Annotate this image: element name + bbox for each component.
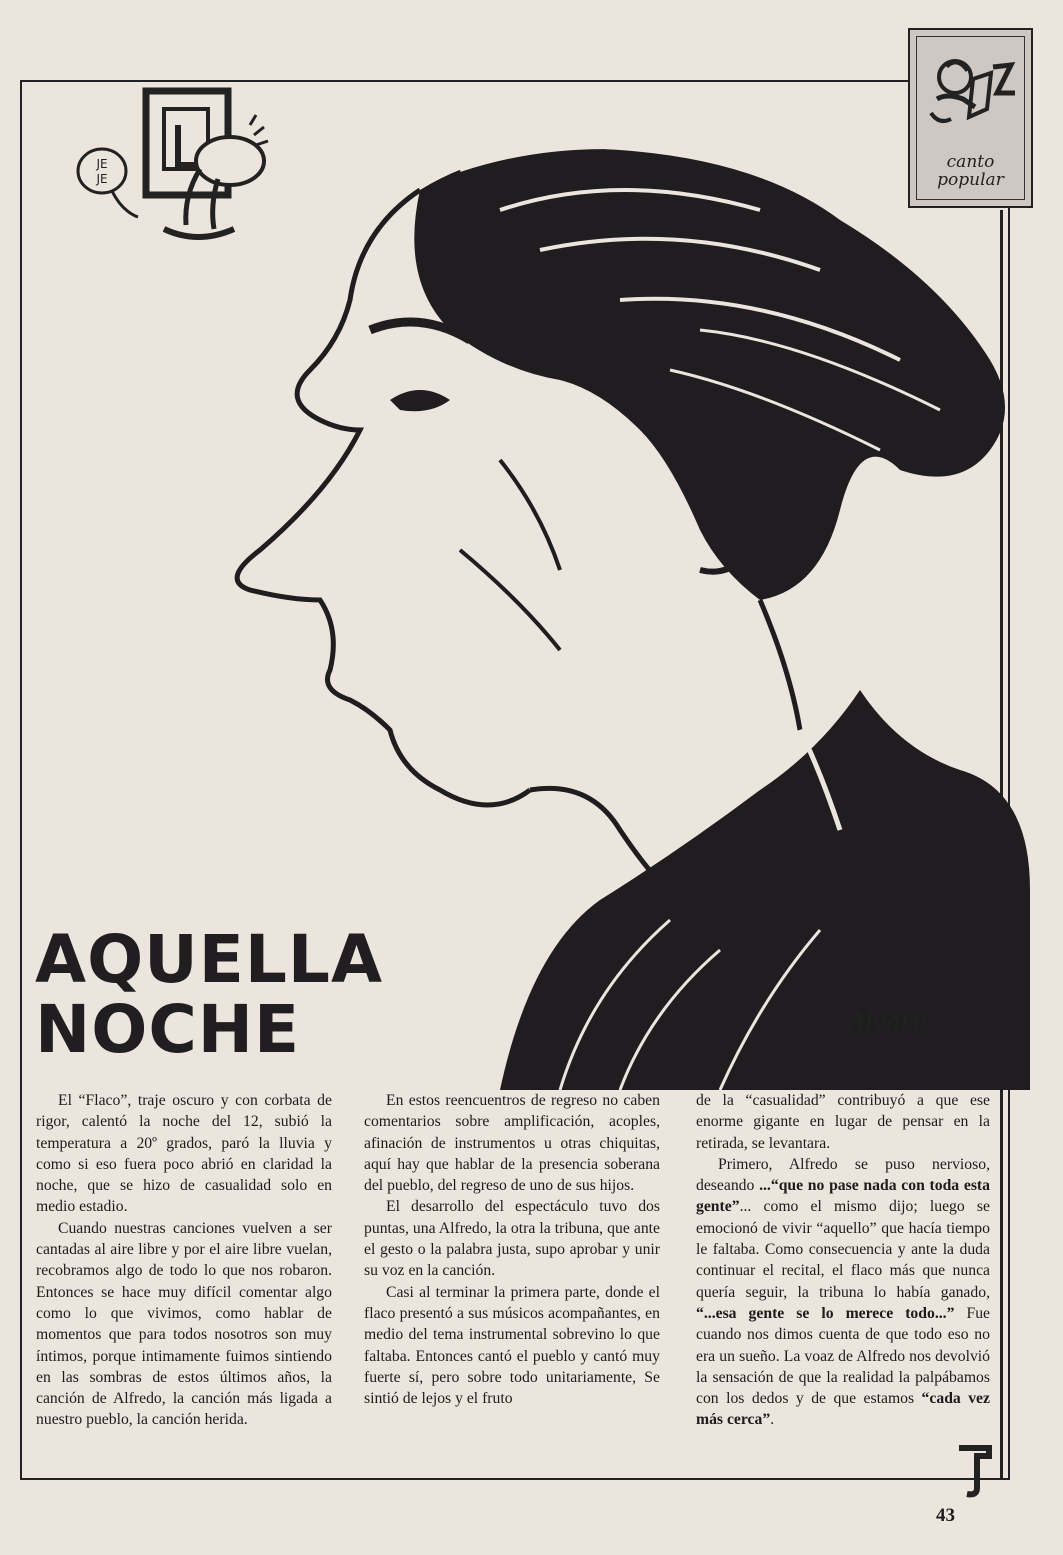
page-number: 43: [936, 1505, 955, 1526]
logo-caption-line1: canto: [946, 152, 995, 172]
text-run: Fue cuando nos dimos cuenta de que todo eso no era un sueño. La voaz de Alfredo nos devolvió la sensación de que la realidad la palpábamos con los dedos y de que estamos: [696, 1304, 991, 1408]
headline: [35, 921, 455, 1068]
article-column-1: [36, 1090, 332, 1431]
text-run: Primero, Alfredo se puso nervioso, deseando: [696, 1155, 990, 1195]
logo-caption-line2: popular: [937, 170, 1004, 190]
paragraph: de la “casualidad” contribuyó a que ese enorme gigante en lugar de pensar en la retirada, se levantara.: [696, 1092, 990, 1152]
article-column-3: [696, 1090, 990, 1431]
paragraph: El “Flaco”, traje oscuro y con corbata de rigor, calentó la noche del 12, subió la temperatura a 20º grados, paró la lluvia y como si eso fuera poco abrió en claridad la noche, que se hizo de casualidad solo en medio estadio.: [36, 1092, 332, 1216]
quote-bold: ...“que no pase nada con toda esta gente”: [696, 1177, 990, 1216]
balloon-text-1: JE: [96, 157, 108, 171]
quote-bold: “...esa gente se lo merece todo...”: [696, 1304, 955, 1322]
paragraph: [696, 1154, 990, 1431]
balloon-text-2: JE: [96, 172, 108, 186]
article-column-2: [364, 1090, 660, 1409]
hair: [414, 148, 1005, 600]
headline-line1: AQUELLA: [35, 921, 384, 998]
suit: [500, 690, 1030, 1090]
paragraph: El desarrollo del espectáculo tuvo dos puntas, una Alfredo, la otra la tribuna, que ante el gesto o la palabra justa, supo aprobar y unir su voz en la canción.: [364, 1198, 660, 1280]
paragraph: Casi al terminar la primera parte, donde el flaco presentó a sus músicos acompañantes, en medio del tema instrumental sobrevino lo que faltaba. Entonces cantó el pueblo y cantó muy fuerte sí, pero sobre todo unitariamente, Se sintió de lejos y el fruto: [364, 1283, 660, 1408]
quote-bold: “cada vez más cerca”: [696, 1390, 990, 1429]
paragraph: Cuando nuestras canciones vuelven a ser cantadas al aire libre y por el aire libre vuelan, recobramos algo de todo lo que nos robaron. Entonces se hace muy difícil comentar algo como lo que vivimos, como hablar de momentos que para todos nosotros son muy íntimos, porque intimamente fuimos sintiendo en las sombras de estos últimos años, la canción de Alfredo, la canción más ligada a nuestro pueblo, la canción herida.: [36, 1219, 332, 1429]
paragraph: En estos reencuentros de regreso no caben comentarios sobre amplificación, acoples, afinación de instrumentos u otras chiquitas, aquí hay que hablar de la presencia soberana del pueblo, del regreso de uno de sus hijos.: [364, 1092, 660, 1195]
artist-signature: Alvaro: [848, 1007, 927, 1035]
headline-line2: NOCHE: [35, 991, 301, 1068]
text-run: ... como el mismo dijo; luego se emocionó de vivir “aquello” que hacía tiempo le faltaba. Como consecuencia y ante la duda continuar el recital, el flaco más que nunca quería seguir, la tribuna lo había ganado,: [696, 1198, 990, 1301]
end-of-article-icon: [955, 1440, 995, 1500]
text-run: .: [770, 1411, 775, 1429]
